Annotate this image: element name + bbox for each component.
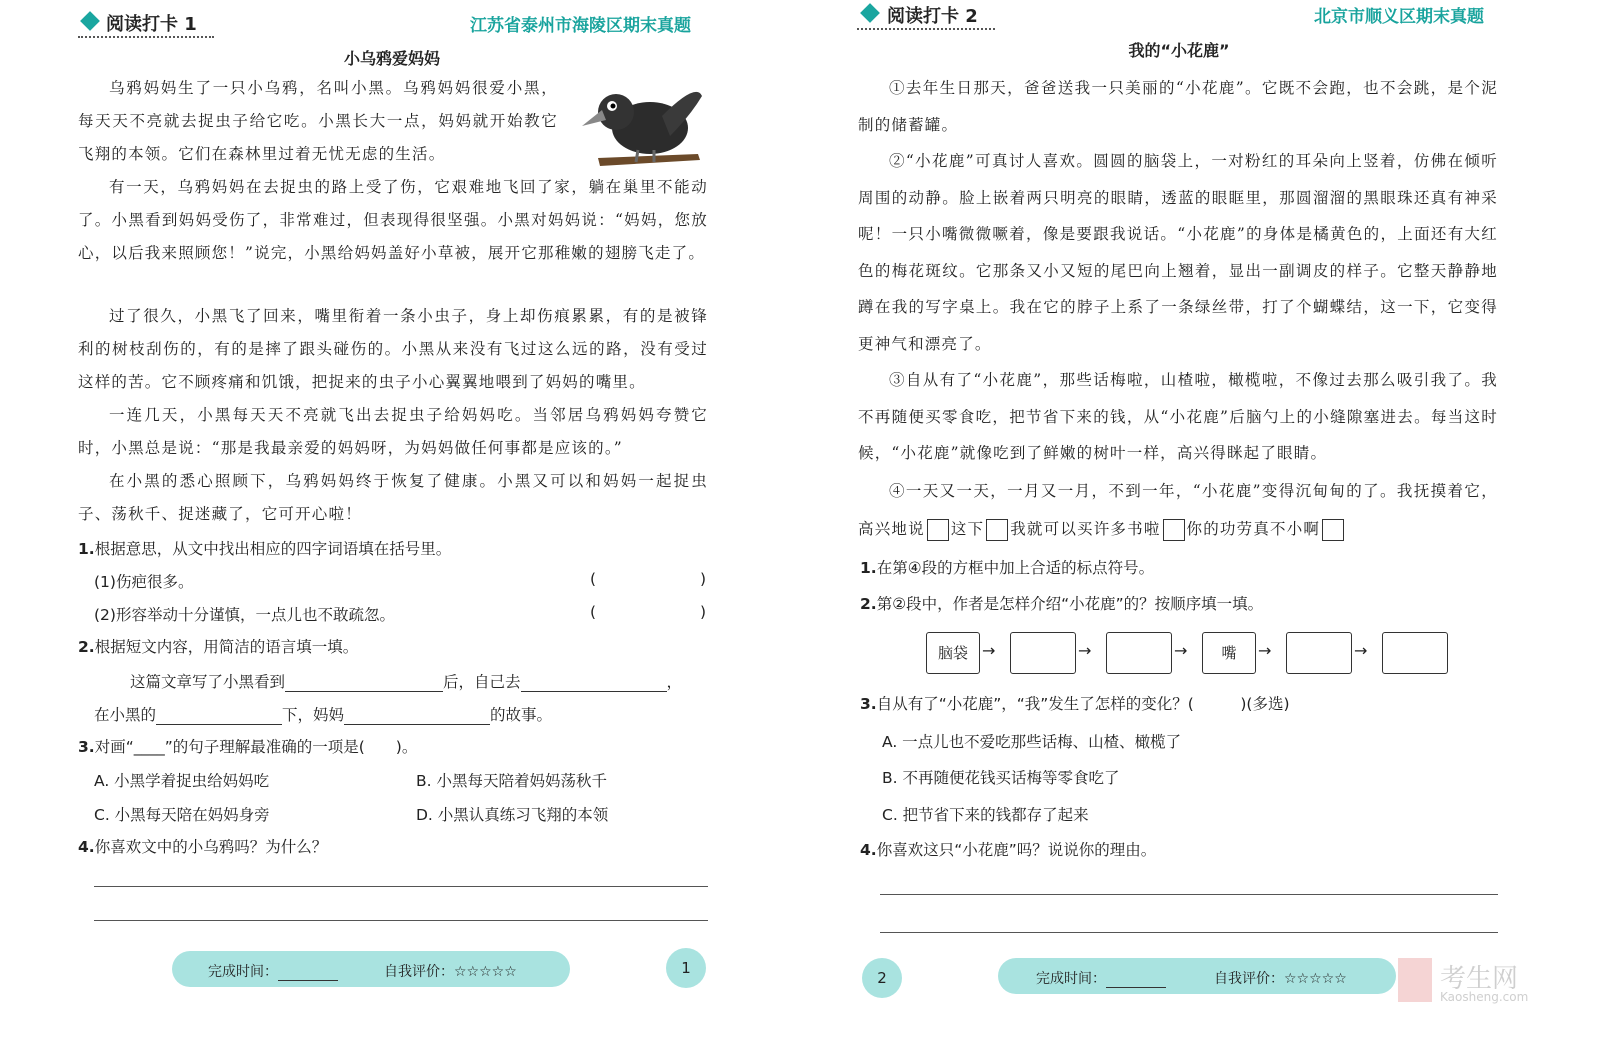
self-evaluation-label: 自我评价： (1214, 971, 1284, 987)
option-a[interactable]: A. 一点儿也不爱吃那些话梅、山楂、橄榄了 (882, 733, 1182, 751)
q2-line-2 (94, 703, 552, 725)
question-4 (860, 838, 1156, 862)
question-text: 对画“____”的句子理解最准确的一项是( )。 (94, 738, 418, 756)
option-a[interactable]: A. 小黑学着捉虫给妈妈吃 (94, 772, 270, 790)
q2-text: 这篇文章写了小黑看到 (130, 673, 286, 691)
option-d[interactable]: D. 小黑认真练习飞翔的本领 (416, 806, 609, 824)
answer-paren-close: ) (700, 603, 707, 621)
option-b[interactable]: B. 不再随便花钱买话梅等零食吃了 (882, 769, 1120, 787)
question-3 (860, 692, 1290, 716)
page-number: 2 (862, 958, 902, 998)
paragraph-2: 有一天，乌鸦妈妈在去捉虫的路上受了伤，它艰难地飞回了家，躺在巢里不能动了。小黑看到妈妈受伤了，非常难过，但表现得很坚强。小黑对妈妈说：“妈妈，您放心，以后我来照顾您！”说完，小黑给妈妈盖好小草被，展开它那稚嫩的翅膀飞走了。 (78, 178, 708, 262)
arrow-icon: → (1354, 641, 1368, 660)
question-text: 第②段中，作者是怎样介绍“小花鹿”的？按顺序填一填。 (876, 595, 1264, 613)
crow-illustration (578, 76, 708, 176)
question-text: 根据短文内容，用简洁的语言填一填。 (94, 638, 359, 656)
option-b[interactable]: B. 小黑每天陪着妈妈荡秋千 (416, 772, 607, 790)
question-text: 根据意思，从文中找出相应的四字词语填在括号里。 (94, 540, 452, 558)
left-page (0, 0, 780, 1052)
card-title: 阅读打卡 2 (887, 6, 978, 27)
paragraph-2: ②“小花鹿”可真讨人喜欢。圆圆的脑袋上，一对粉红的耳朵向上竖着，仿佛在倾听周围的动静。脸上嵌着两只明亮的眼睛，透蓝的眼眶里，那圆溜溜的黑眼珠还真有神采呢！一只小嘴微微噘着，像是要跟我说话。“小花鹿”的身体是橘黄色的，上面还有大红色的梅花斑纹。它那条又小又短的尾巴向上翘着，显出一副调皮的样子。它整天静静地蹲在我的写字桌上。我在它的脖子上系了一条绿丝带，打了个蝴蝶结，这一下，它变得更神气和漂亮了。 (858, 152, 1498, 353)
star-rating[interactable]: ☆☆☆☆☆ (1284, 971, 1347, 987)
fill-blank[interactable] (285, 673, 443, 692)
arrow-icon: → (982, 641, 996, 660)
article-title: 我的“小花鹿” (1128, 41, 1230, 60)
paragraph-4-text: 你的功劳真不小啊 (1186, 520, 1321, 538)
question-number: 4. (78, 838, 95, 856)
paragraph-3: ③自从有了“小花鹿”，那些话梅啦，山楂啦，橄榄啦，不像过去那么吸引我了。我不再随便买零食吃，把节省下来的钱，从“小花鹿”后脑勺上的小缝隙塞进去。每当这时候，“小花鹿”就像吃到了鲜嫩的树叶一样，高兴得眯起了眼睛。 (858, 371, 1498, 462)
answer-line[interactable] (94, 886, 708, 887)
arrow-icon: → (1078, 641, 1092, 660)
self-evaluation (1214, 968, 1347, 988)
q1-item-2: (2)形容举动十分谨慎，一点儿也不敢疏忽。 (94, 606, 395, 624)
arrow-icon: → (1258, 641, 1272, 660)
question-1 (860, 556, 1154, 580)
time-blank[interactable] (1106, 973, 1166, 988)
q2-line-1 (130, 670, 682, 692)
question-text: 你喜欢文中的小乌鸦吗？为什么？ (94, 838, 328, 856)
answer-paren-open: ( (590, 603, 597, 621)
right-page (800, 0, 1600, 1052)
option-c[interactable]: C. 小黑每天陪在妈妈身旁 (94, 806, 270, 824)
flow-box-head: 脑袋 (926, 632, 980, 674)
paragraph-4-text: 我就可以买许多书啦 (1010, 520, 1161, 538)
flow-box-blank[interactable] (1382, 632, 1448, 674)
question-number: 4. (860, 841, 877, 859)
q1-item-1: (1)伤疤很多。 (94, 573, 194, 591)
crow-pupil (611, 104, 616, 109)
time-blank[interactable] (278, 966, 338, 981)
punctuation-box[interactable] (986, 519, 1008, 541)
watermark-text: 考生网 (1440, 964, 1519, 994)
punctuation-box[interactable] (927, 519, 949, 541)
question-number: 1. (78, 540, 95, 558)
question-4 (78, 835, 327, 859)
watermark-logo-icon (1398, 958, 1432, 1002)
answer-paren-open: ( (590, 570, 597, 588)
title-underline (78, 32, 214, 38)
q2-text: 在小黑的 (94, 706, 157, 724)
flow-box-blank[interactable] (1286, 632, 1352, 674)
page-number: 1 (666, 948, 706, 988)
paragraph-5: 在小黑的悉心照顾下，乌鸦妈妈终于恢复了健康。小黑又可以和妈妈一起捉虫子、荡秋千、捉迷藏了，它可开心啦！ (78, 472, 708, 523)
q2-text: 下，妈妈 (282, 706, 345, 724)
q2-text: ， (666, 673, 683, 691)
flow-box-mouth: 嘴 (1202, 632, 1256, 674)
paragraph-4 (858, 472, 1498, 548)
question-2 (78, 635, 358, 659)
paragraph-1: 乌鸦妈妈生了一只小乌鸦，名叫小黑。乌鸦妈妈很爱小黑，每天天不亮就去捉虫子给它吃。小黑长大一点，妈妈就开始教它飞翔的本领。它们在森林里过着无忧无虑的生活。 (78, 79, 558, 163)
fill-blank[interactable] (344, 706, 490, 725)
question-text: 在第④段的方框中加上合适的标点符号。 (876, 559, 1155, 577)
arrow-icon: → (1174, 641, 1188, 660)
answer-line[interactable] (880, 932, 1498, 933)
question-number: 2. (860, 595, 877, 613)
paragraph-4-text: 这下 (950, 520, 985, 538)
question-text: 自从有了“小花鹿”，“我”发生了怎样的变化？( )(多选) (876, 695, 1290, 713)
answer-paren-close: ) (700, 570, 707, 588)
completion-time (208, 961, 338, 981)
punctuation-box[interactable] (1322, 519, 1344, 541)
answer-line[interactable] (880, 894, 1498, 895)
self-evaluation-label: 自我评价： (384, 964, 454, 980)
punctuation-box[interactable] (1163, 519, 1185, 541)
diamond-icon (860, 3, 880, 23)
watermark-url: Kaosheng.com (1440, 990, 1529, 1004)
fill-blank[interactable] (521, 673, 667, 692)
paragraph-3: 过了很久，小黑飞了回来，嘴里衔着一条小虫子，身上却伤痕累累，有的是被锋利的树枝刮伤的，有的是摔了跟头碰伤的。小黑从来没有飞过这么远的路，没有受过这样的苦。它不顾疼痛和饥饿，把捉来的虫子小心翼翼地喂到了妈妈的嘴里。 (78, 307, 708, 391)
crow-head (598, 94, 634, 130)
source-label: 江苏省泰州市海陵区期末真题 (470, 16, 691, 36)
title-underline (857, 24, 995, 30)
question-number: 3. (860, 695, 877, 713)
answer-line[interactable] (94, 920, 708, 921)
card-title: 阅读打卡 1 (106, 14, 197, 35)
paragraph-1: ①去年生日那天，爸爸送我一只美丽的“小花鹿”。它既不会跑，也不会跳，是个泥制的储蓄罐。 (858, 79, 1498, 134)
flow-box-blank[interactable] (1106, 632, 1172, 674)
question-text: 你喜欢这只“小花鹿”吗？说说你的理由。 (876, 841, 1157, 859)
star-rating[interactable]: ☆☆☆☆☆ (454, 964, 517, 980)
source-label: 北京市顺义区期末真题 (1314, 7, 1484, 27)
completion-time (1036, 968, 1166, 988)
question-1 (78, 537, 451, 561)
self-evaluation (384, 961, 517, 981)
flow-box-blank[interactable] (1010, 632, 1076, 674)
question-number: 3. (78, 738, 95, 756)
fill-blank[interactable] (156, 706, 282, 725)
completion-time-label: 完成时间： (208, 964, 278, 980)
question-3 (78, 735, 417, 759)
paragraph-4: 一连几天，小黑每天天不亮就飞出去捉虫子给妈妈吃。当邻居乌鸦妈妈夸赞它时，小黑总是说：“那是我最亲爱的妈妈呀，为妈妈做任何事都是应该的。” (78, 406, 708, 457)
question-number: 1. (860, 559, 877, 577)
q2-text: 后，自己去 (443, 673, 521, 691)
option-c[interactable]: C. 把节省下来的钱都存了起来 (882, 806, 1089, 824)
question-2 (860, 592, 1263, 616)
question-number: 2. (78, 638, 95, 656)
diamond-icon (80, 11, 100, 31)
article-title: 小乌鸦爱妈妈 (343, 49, 440, 68)
q2-text: 的故事。 (490, 706, 553, 724)
completion-time-label: 完成时间： (1036, 971, 1106, 987)
branch-shape (598, 154, 700, 166)
paragraph-4-text: ④一天又一天，一月又一月，不到一年，“小花鹿”变得沉甸甸的了。我抚摸着它，高兴地说 (858, 482, 1498, 538)
